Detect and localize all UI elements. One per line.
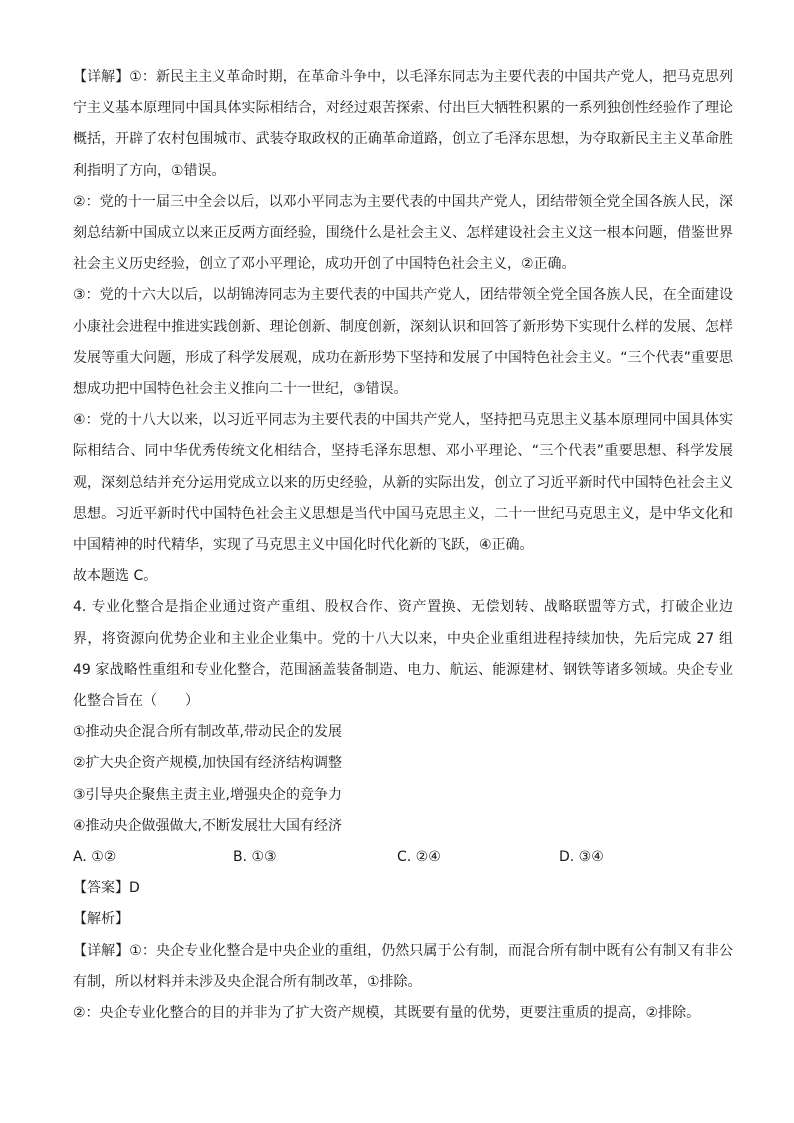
q4-option-2: ②扩大央企资产规模,加快国有经济结构调整: [73, 755, 342, 772]
q4-stem: 4. 专业化整合是指企业通过资产重组、股权合作、资产置换、无偿划转、战略联盟等方式，打破企业边界，将资源向优势企业和主业企业集中。党的十八大以来，中央企业重组进程持续加快，先后完成 27 组 49 家战略性重组和专业化整合，范围涵盖装备制造、电力、航运、能源建材、钢铁等诸多领域。央企专业化整合旨在（ ）: [73, 599, 733, 710]
q4-analysis-label: 【解析】: [73, 911, 129, 928]
q4-answer: 【答案】D: [73, 880, 140, 897]
document-content: [73, 62, 733, 1029]
q3-explanation-point-1: 【详解】①：新民主主义革命时期，在革命斗争中，以毛泽东同志为主要代表的中国共产党人，把马克思列宁主义基本原理同中国具体实际相结合，对经过艰苦探索、付出巨大牺牲积累的一系列独创性经验作了理论概括，开辟了农村包围城市、武装夺取政权的正确革命道路，创立了毛泽东思想，为夺取新民主主义革命胜利指明了方向，①错误。: [73, 69, 733, 179]
q3-explanation-point-4: ④：党的十八大以来，以习近平同志为主要代表的中国共产党人，坚持把马克思主义基本原理同中国具体实际相结合、同中华优秀传统文化相结合，坚持毛泽东思想、邓小平理论、“三个代表”重要思想、科学发展观，深刻总结并充分运用党成立以来的历史经验，从新的实际出发，创立了习近平新时代中国特色社会主义思想。习近平新时代中国特色社会主义思想是当代中国马克思主义，二十一世纪马克思主义，是中华文化和中国精神的时代精华，实现了马克思主义中国化时代化新的飞跃，④正确。: [73, 412, 733, 554]
q3-conclusion: 故本题选 C。: [73, 568, 158, 585]
q4-option-4: ④推动央企做强做大,不断发展壮大国有经济: [73, 817, 342, 834]
q4-choice-b: B. ①③: [233, 849, 277, 866]
q4-explanation-point-2: ②：央企专业化整合的目的并非为了扩大资产规模，其既要有量的优势，更要注重质的提高，②排除。: [73, 1005, 701, 1022]
q4-choice-c: C. ②④: [397, 849, 441, 866]
q4-explanation-point-1: 【详解】①：央企专业化整合是中央企业的重组，仍然只属于公有制，而混合所有制中既有公有制又有非公有制，所以材料并未涉及央企混合所有制改革，①排除。: [73, 942, 733, 990]
q3-explanation-point-2: ②：党的十一届三中全会以后，以邓小平同志为主要代表的中国共产党人，团结带领全党全国各族人民，深刻总结新中国成立以来正反两方面经验，围绕什么是社会主义、怎样建设社会主义这一根本问题，借鉴世界社会主义历史经验，创立了邓小平理论，成功开创了中国特色社会主义，②正确。: [73, 193, 733, 273]
q4-option-1: ①推动央企混合所有制改革,带动民企的发展: [73, 724, 342, 741]
q4-choices: [73, 842, 733, 873]
q4-option-3: ③引导央企聚焦主责主业,增强央企的竞争力: [73, 786, 342, 803]
q4-choice-d: D. ③④: [559, 849, 604, 866]
q4-choice-a: A. ①②: [73, 849, 117, 866]
q3-explanation-point-3: ③：党的十六大以后，以胡锦涛同志为主要代表的中国共产党人，团结带领全党全国各族人民，在全面建设小康社会进程中推进实践创新、理论创新、制度创新，深刻认识和回答了新形势下实现什么样的发展、怎样发展等重大问题，形成了科学发展观，成功在新形势下坚持和发展了中国特色社会主义。“三个代表”重要思想成功把中国特色社会主义推向二十一世纪，③错误。: [73, 287, 733, 398]
